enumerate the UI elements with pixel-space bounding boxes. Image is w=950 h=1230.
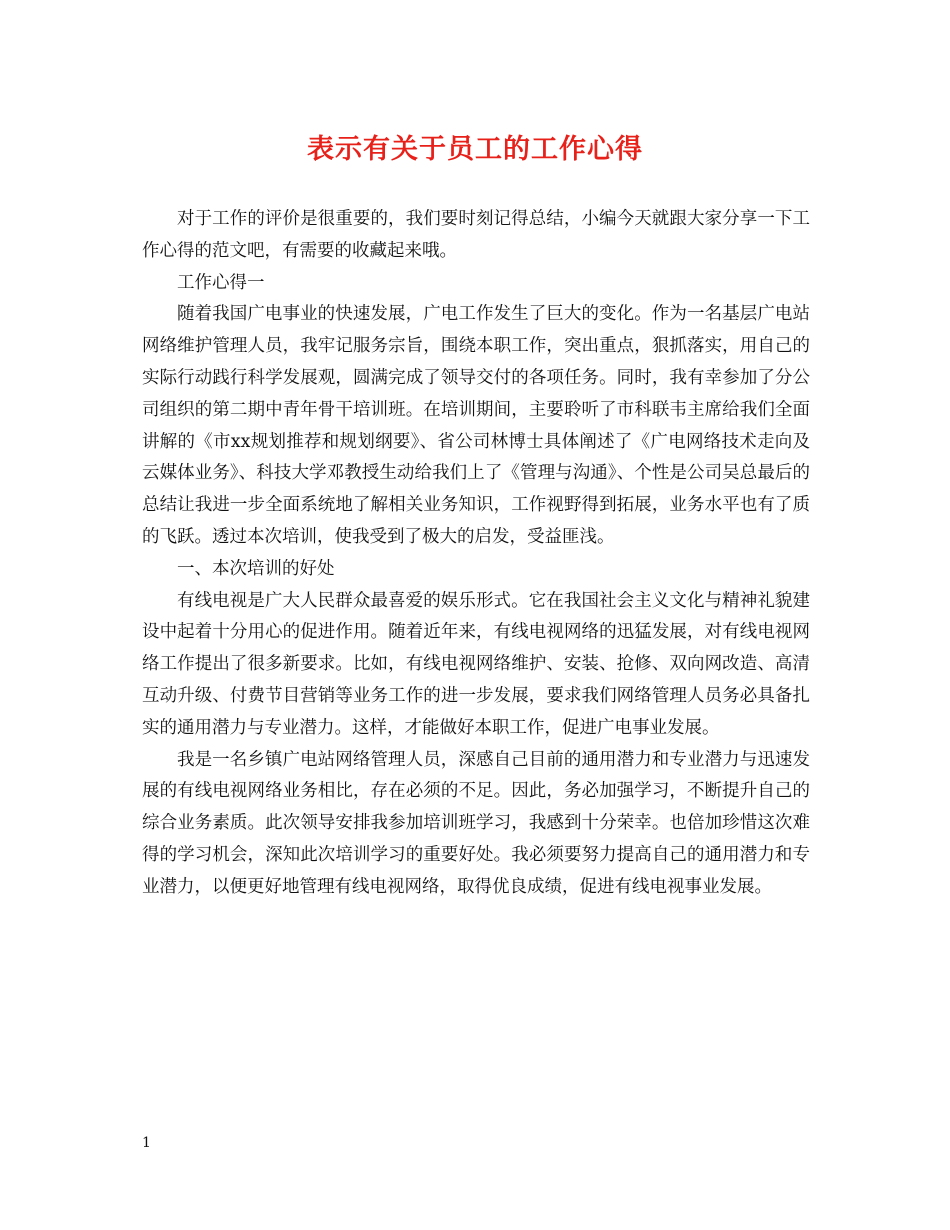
document-title: 表示有关于员工的工作心得 bbox=[307, 134, 643, 165]
section-heading-work-experience-1: 工作心得一 bbox=[177, 272, 265, 293]
paragraph-cable-tv: 有线电视是广大人民群众最喜爱的娱乐形式。它在我国社会主义文化与精神礼貌建设中起着十分用心的促进作用。随着近年来，有线电视网络的迅猛发展，对有线电视网络工作提出了很多新要求。比如，有线电视网络维护、安装、抢修、双向网改造、高清互动升级、付费节目营销等业务工作的进一步发展，要求我们网络管理人员务必具备扎实的通用潜力与专业潜力。这样，才能做好本职工作，促进广电事业发展。 bbox=[142, 590, 810, 738]
section-heading-training-benefits: 一、本次培训的好处 bbox=[177, 558, 335, 579]
page-number: 1 bbox=[142, 1135, 151, 1151]
paragraph-self-improvement: 我是一名乡镇广电站网络管理人员，深感自己目前的通用潜力和专业潜力与迅速发展的有线电视网络业务相比，存在必须的不足。因此，务必加强学习，不断提升自己的综合业务素质。此次领导安排我参加培训班学习，我感到十分荣幸。也倍加珍惜这次难得的学习机会，深知此次培训学习的重要好处。我必须要努力提高自己的通用潜力和专业潜力，以便更好地管理有线电视网络，取得优良成绩，促进有线电视事业发展。 bbox=[142, 749, 810, 897]
paragraph-training-overview: 随着我国广电事业的快速发展，广电工作发生了巨大的变化。作为一名基层广电站网络维护管理人员，我牢记服务宗旨，围绕本职工作，突出重点，狠抓落实，用自己的实际行动践行科学发展观，圆满完成了领导交付的各项任务。同时，我有幸参加了分公司组织的第二期中青年骨干培训班。在培训期间，主要聆听了市科联韦主席给我们全面讲解的《市xx规划推荐和规划纲要》、省公司林博士具体阐述了《广电网络技术走向及云媒体业务》、科技大学邓教授生动给我们上了《管理与沟通》、个性是公司吴总最后的总结让我进一步全面系统地了解相关业务知识，工作视野得到拓展，业务水平也有了质的飞跃。透过本次培训，使我受到了极大的启发，受益匪浅。 bbox=[142, 304, 810, 547]
paragraph-intro: 对于工作的评价是很重要的，我们要时刻记得总结，小编今天就跟大家分享一下工作心得的范文吧，有需要的收藏起来哦。 bbox=[142, 209, 810, 261]
document-body bbox=[142, 204, 810, 904]
